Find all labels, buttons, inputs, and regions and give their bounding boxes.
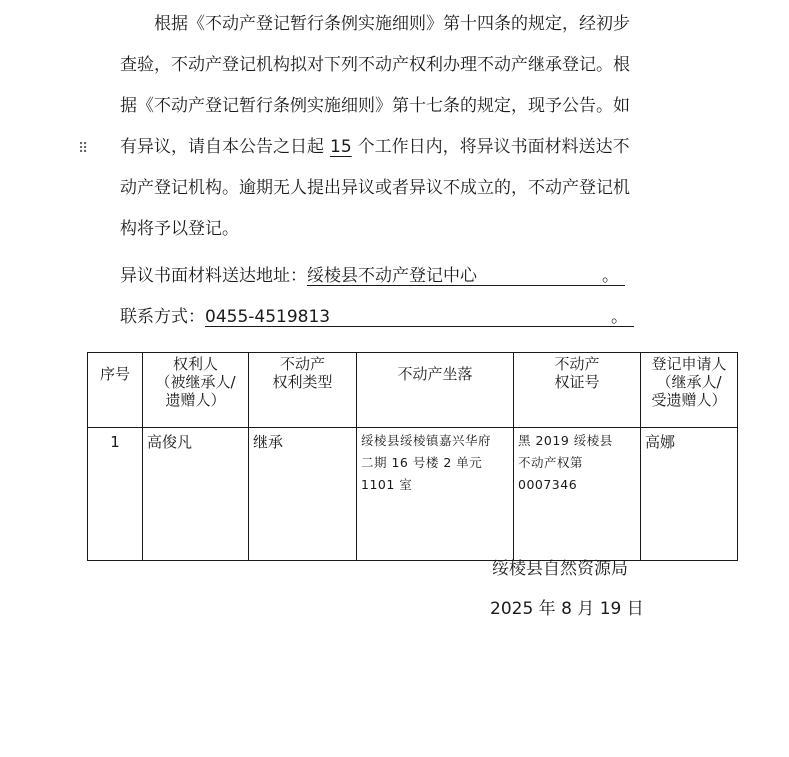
table-row	[88, 428, 738, 561]
header-text: （被继承人/	[155, 373, 236, 391]
objection-days: 15	[330, 137, 352, 157]
contact-field	[205, 304, 634, 327]
notice-line: 据《不动产登记暂行条例实施细则》第十七条的规定，现予公告。如	[120, 96, 630, 116]
cell-seq: 1	[88, 428, 143, 561]
address-value: 绥棱县不动产登记中心	[307, 266, 477, 286]
cell-holder: 高俊凡	[143, 428, 249, 561]
header-applicant	[641, 353, 738, 428]
header-text: 登记申请人	[651, 355, 727, 373]
header-text: 不动产	[554, 355, 600, 373]
notice-line: 查验，不动产登记机构拟对下列不动产权利办理不动产继承登记。根	[120, 55, 630, 75]
header-location: 不动产坐落	[357, 353, 514, 428]
header-text: 遗赠人）	[165, 391, 226, 409]
contact-end: 。	[611, 307, 628, 327]
agency-name: 绥棱县自然资源局	[492, 559, 628, 579]
table-header-row	[88, 353, 738, 428]
cell-text: 不动产权第	[518, 455, 584, 470]
contact-label: 联系方式：	[120, 307, 205, 327]
cell-text: 0007346	[518, 477, 578, 492]
notice-paragraph	[120, 4, 680, 250]
notice-line: 构将予以登记。	[120, 219, 239, 239]
header-type	[249, 353, 357, 428]
cell-type: 继承	[249, 428, 357, 561]
header-text: 不动产	[279, 355, 325, 373]
contact-value: 0455-4519813	[205, 307, 331, 327]
header-text: 权利类型	[272, 373, 333, 391]
cell-cert	[514, 428, 641, 561]
header-cert	[514, 353, 641, 428]
address-end: 。	[602, 266, 619, 286]
header-text: 权利人	[172, 355, 218, 373]
header-seq: 序号	[88, 353, 143, 428]
cell-applicant: 高娜	[641, 428, 738, 561]
cell-location	[357, 428, 514, 561]
header-holder	[143, 353, 249, 428]
header-text: 权证号	[554, 373, 600, 391]
cell-text: 黑 2019 绥棱县	[518, 433, 613, 448]
address-field	[307, 263, 625, 286]
cell-text: 绥棱县绥棱镇嘉兴华府	[361, 433, 492, 448]
notice-line: 动产登记机构。逾期无人提出异议或者异议不成立的，不动产登记机	[120, 178, 630, 198]
notice-text: 个工作日内，将异议书面材料送达不	[357, 137, 630, 157]
notice-line	[120, 127, 680, 168]
cell-text: 二期 16 号楼 2 单元	[361, 455, 483, 470]
cell-text: 1101 室	[361, 477, 413, 492]
notice-date: 2025 年 8 月 19 日	[490, 599, 644, 619]
contact-line	[120, 304, 634, 330]
notice-text: 有异议，请自本公告之日起	[120, 137, 324, 157]
drag-handle-icon[interactable]: ⠿	[78, 141, 87, 157]
address-label: 异议书面材料送达地址：	[120, 266, 307, 286]
header-text: （继承人/	[656, 373, 722, 391]
notice-line: 根据《不动产登记暂行条例实施细则》第十四条的规定，经初步	[154, 14, 630, 34]
header-text: 受遗赠人）	[651, 391, 727, 409]
property-table	[87, 352, 738, 561]
address-line	[120, 263, 625, 289]
